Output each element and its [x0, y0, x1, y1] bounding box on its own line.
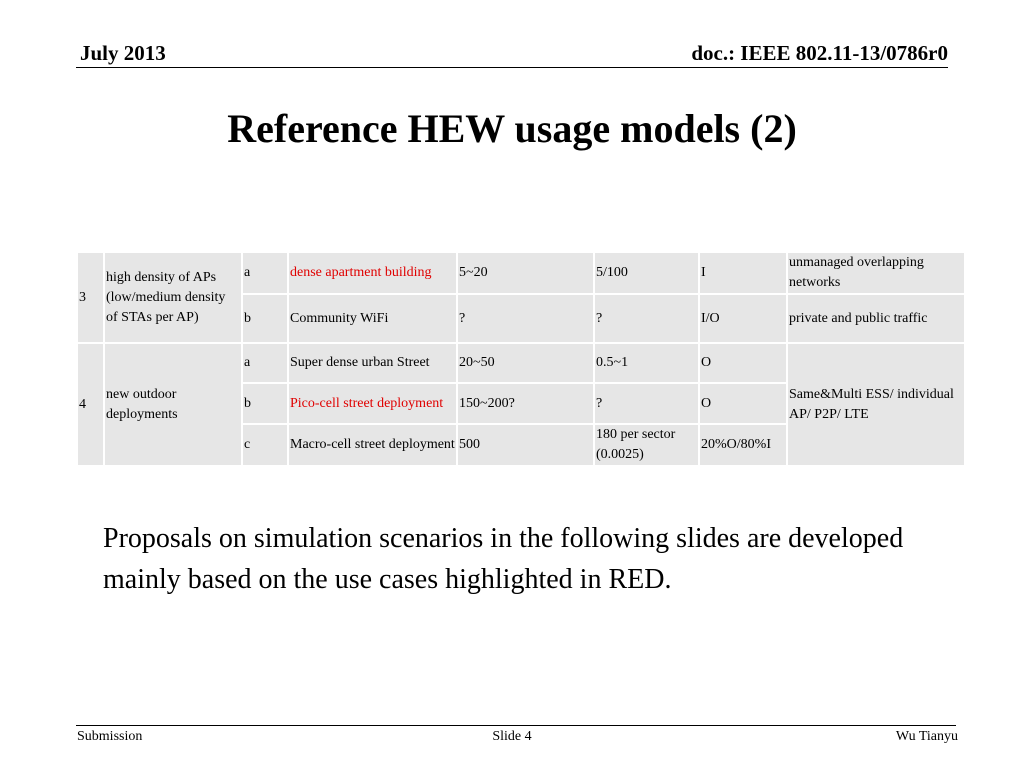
- table-cell: I/O: [699, 294, 787, 343]
- header-doc-id: doc.: IEEE 802.11-13/0786r0: [691, 41, 948, 65]
- table-cell: ?: [594, 294, 699, 343]
- footer-author: Wu Tianyu: [895, 729, 958, 744]
- table-cell-environment: Macro-cell street deployment: [288, 424, 457, 466]
- footer-slide-number: Slide 4: [492, 729, 532, 744]
- header-divider: [76, 67, 948, 68]
- table-cell-sub: b: [242, 294, 288, 343]
- table-cell-sub: a: [242, 343, 288, 383]
- table-cell-environment: Community WiFi: [288, 294, 457, 343]
- table-cell-scenario: new outdoor deployments: [104, 343, 242, 466]
- table-cell-scenario: high density of APs (low/medium density of STAs per AP): [104, 252, 242, 343]
- header-date: July 2013: [80, 41, 166, 65]
- table-cell-id: 3: [77, 252, 104, 343]
- table-cell-management: Same&Multi ESS/ individual AP/ P2P/ LTE: [787, 343, 965, 466]
- table-cell-environment: Super dense urban Street: [288, 343, 457, 383]
- table-cell: 180 per sector (0.0025): [594, 424, 699, 466]
- table-cell: 5/100: [594, 252, 699, 294]
- slide-title: Reference HEW usage models (2): [227, 106, 797, 151]
- table-cell: 0.5~1: [594, 343, 699, 383]
- table-cell-environment-highlighted: dense apartment building: [288, 252, 457, 294]
- footer-divider: [76, 725, 956, 726]
- table-cell: 5~20: [457, 252, 594, 294]
- body-paragraph: Proposals on simulation scenarios in the following slides are developed mainly based on the use cases highlighted in RED.: [103, 523, 904, 595]
- table-cell: 150~200?: [457, 383, 594, 424]
- table-cell: 20%O/80%I: [699, 424, 787, 466]
- table-cell-id: 4: [77, 343, 104, 466]
- table-cell-sub: b: [242, 383, 288, 424]
- table-cell: O: [699, 383, 787, 424]
- usage-models-table: [76, 251, 966, 467]
- table-cell: ?: [594, 383, 699, 424]
- table-cell: ?: [457, 294, 594, 343]
- table-cell-management: unmanaged overlapping networks: [787, 252, 965, 294]
- table-cell-management: private and public traffic: [787, 294, 965, 343]
- table-row: [77, 252, 965, 294]
- table-cell: O: [699, 343, 787, 383]
- footer-submission: Submission: [77, 729, 143, 744]
- table-cell-sub: c: [242, 424, 288, 466]
- table-row: [77, 343, 965, 383]
- table-cell: 500: [457, 424, 594, 466]
- table-cell: I: [699, 252, 787, 294]
- table-cell-sub: a: [242, 252, 288, 294]
- table-cell: 20~50: [457, 343, 594, 383]
- table-cell-environment-highlighted: Pico-cell street deployment: [288, 383, 457, 424]
